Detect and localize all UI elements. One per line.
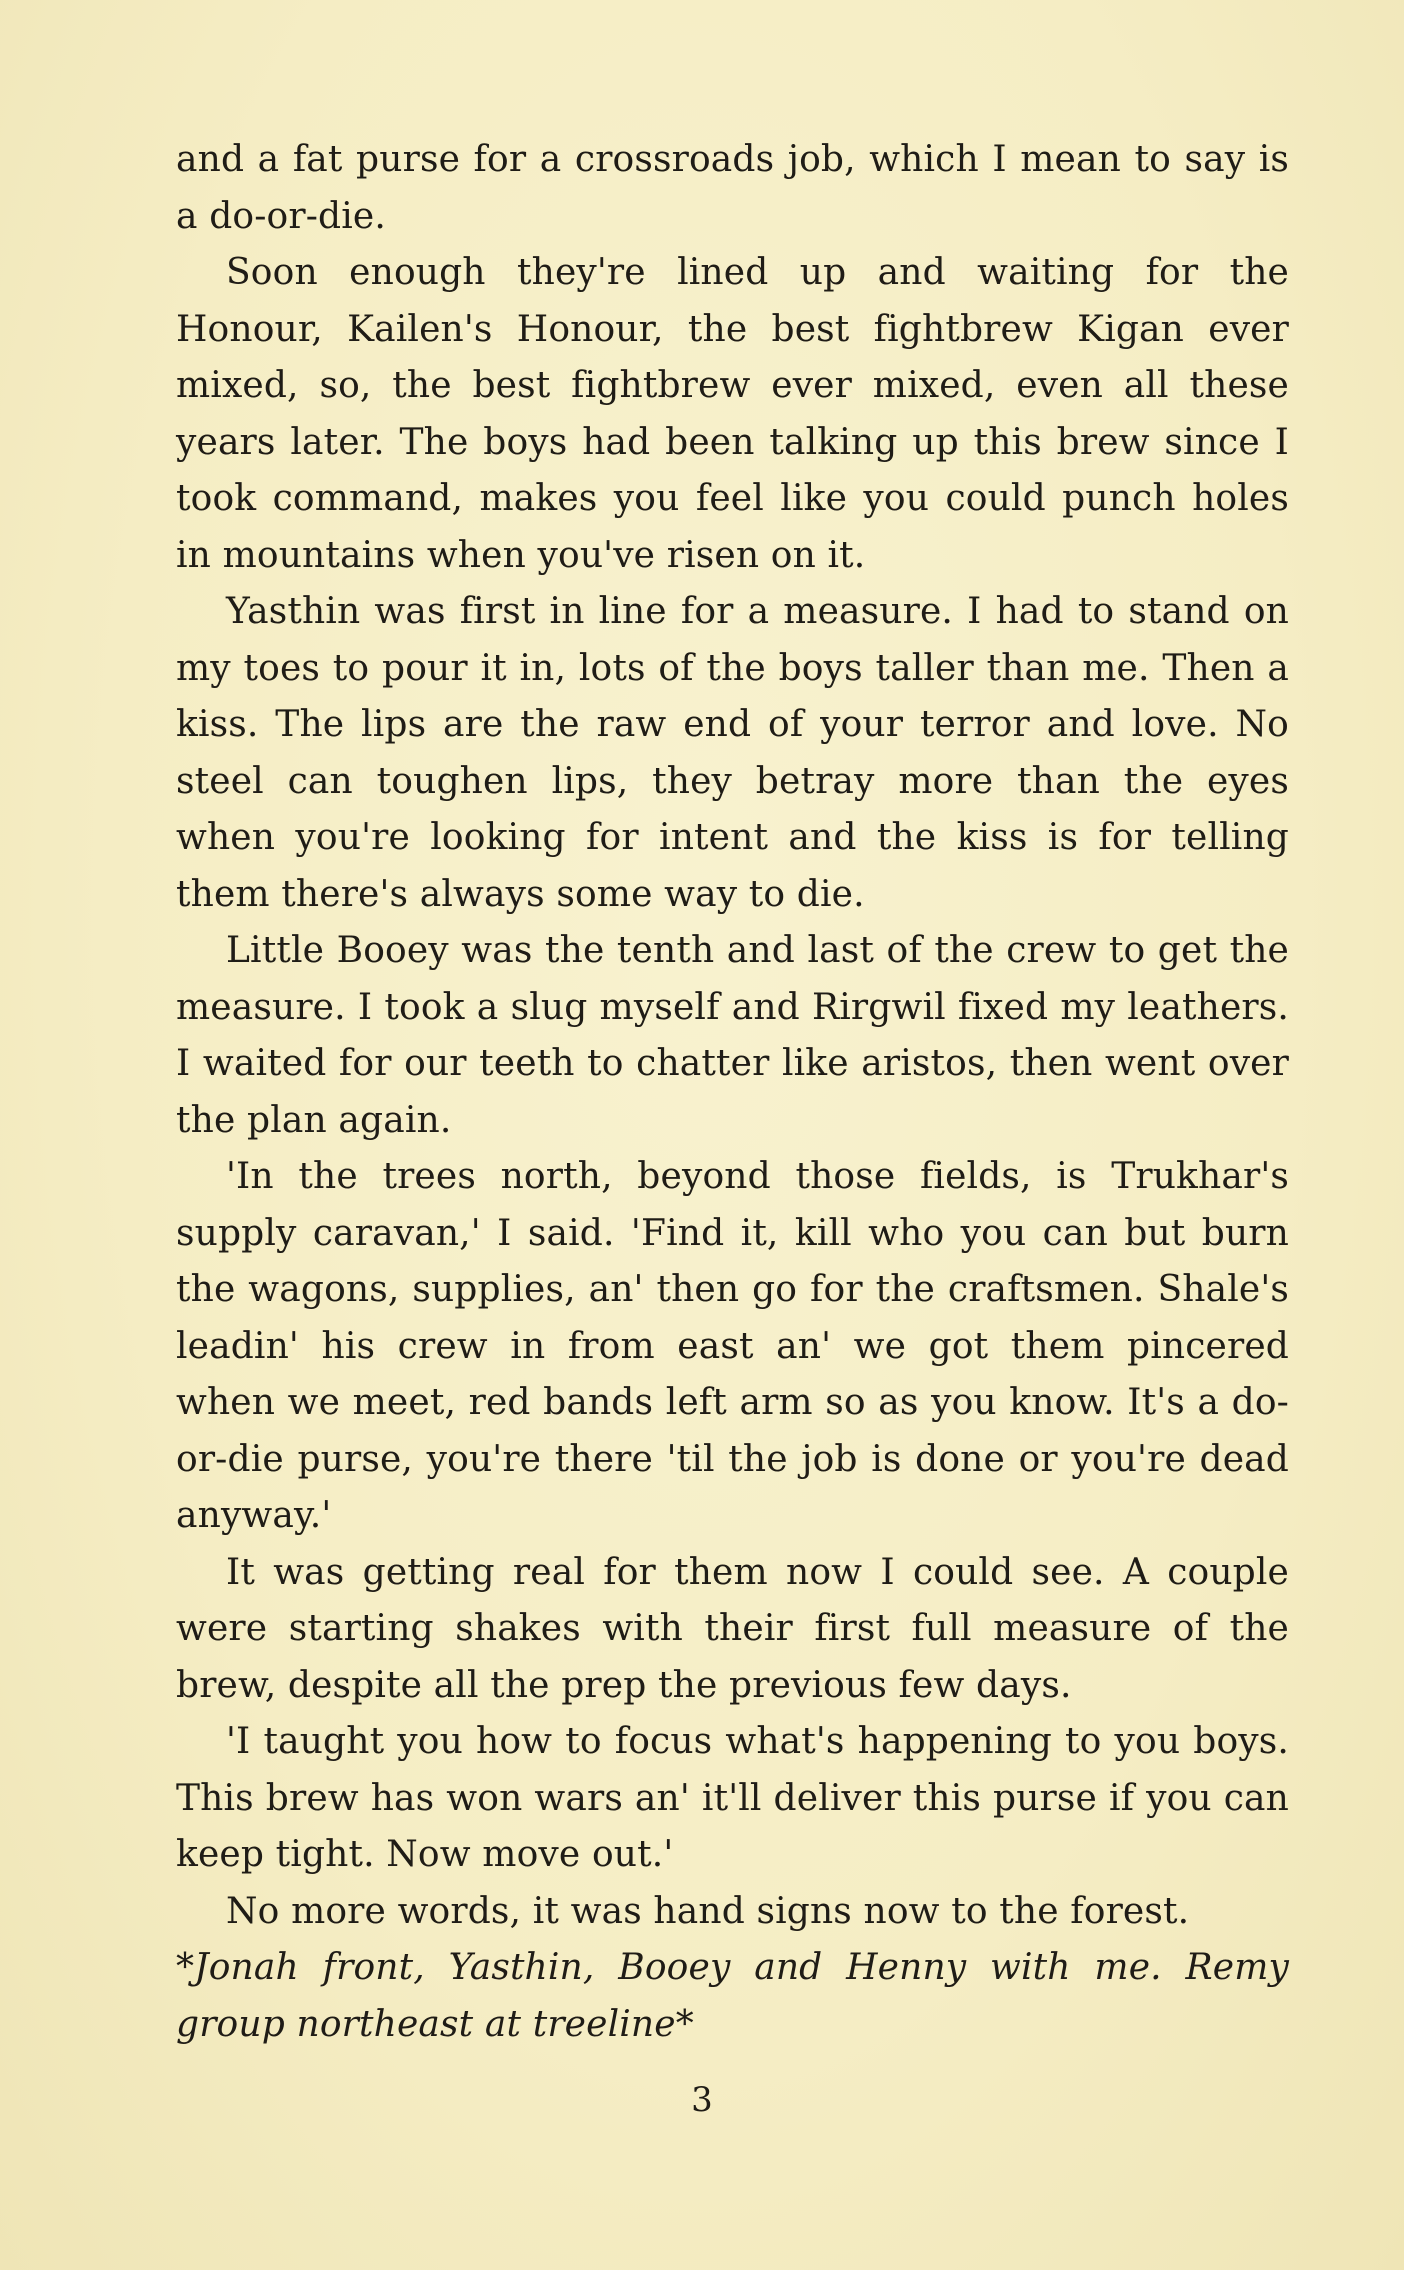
page-number: 3 xyxy=(691,2080,713,2120)
paragraph: Yasthin was first in line for a measure. I had to stand on my toes to pour it in, lots of the boys taller than me. Then a kiss. The lips are the raw end of your terror and love. No steel can toughen lips, they betray more than the eyes when you're looking for intent and the kiss is for telling them there's always some way to die. xyxy=(176,591,1289,915)
italic-paragraph: *Jonah front, Yasthin, Booey and Henny with me. Remy group northeast at treeline* xyxy=(176,1947,1289,2045)
paragraph: and a fat purse for a crossroads job, which I mean to say is a do-or-die. xyxy=(176,139,1289,237)
paragraph: 'In the trees north, beyond those fields, is Trukhar's supply caravan,' I said. 'Find it, kill who you can but burn the wagons, supplies, an' then go for the craftsmen. Shale's leadin' his crew in from east an' we got them pincered when we meet, red bands left arm so as you know. It's a do-or-die purse, you're there 'til the job is done or you're dead anyway.' xyxy=(176,1156,1289,1536)
paragraph: No more words, it was hand signs now to the forest. xyxy=(226,1890,1190,1932)
paragraph: 'I taught you how to focus what's happening to you boys. This brew has won wars an' it'll deliver this purse if you can keep tight. Now move out.' xyxy=(176,1721,1289,1875)
paragraph: Little Booey was the tenth and last of the crew to get the measure. I took a slug myself and Rirgwil fixed my leathers. I waited for our teeth to chatter like aristos, then went over the plan again. xyxy=(176,930,1289,1141)
paragraph: It was getting real for them now I could see. A couple were starting shakes with their first full measure of the brew, despite all the prep the previous few days. xyxy=(176,1551,1289,1706)
paragraph: Soon enough they're lined up and waiting for the Honour, Kailen's Honour, the best fightbrew Kigan ever mixed, so, the best fightbrew ever mixed, even all these years later. The boys had been talking up this brew since I took command, makes you feel like you could punch holes in mountains when you've risen on it. xyxy=(176,252,1289,576)
body-text xyxy=(176,132,1289,2053)
